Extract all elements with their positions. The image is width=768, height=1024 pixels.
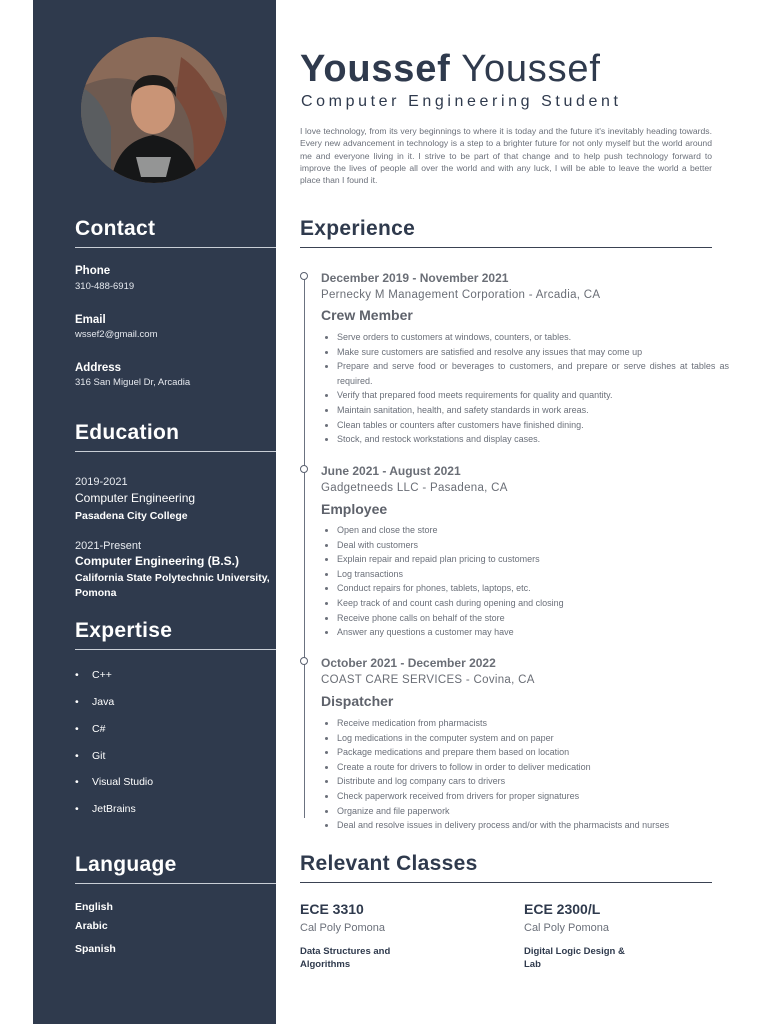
list-item: • Open and close the store (337, 523, 729, 538)
job-role: Crew Member (321, 307, 413, 323)
education-heading: Education (75, 421, 276, 452)
list-item: • Deal and resolve issues in delivery process and/or with the pharmacists and nurses (337, 818, 729, 833)
education-school: California State Polytechnic University, Pomona (75, 572, 270, 599)
list-item: • Maintain sanitation, health, and safety standards in work areas. (337, 403, 729, 418)
timeline-node (300, 657, 308, 665)
timeline-line (304, 278, 305, 818)
list-item: • Stock, and restock workstations and display cases. (337, 432, 729, 447)
list-item: • Organize and file paperwork (337, 804, 729, 819)
list-item: • Explain repair and repaid plan pricing to customers (337, 552, 729, 567)
skill-item: • Git (75, 750, 106, 762)
class-name: Digital Logic Design & Lab (524, 946, 625, 970)
address-value: 316 San Miguel Dr, Arcadia (75, 377, 191, 388)
list-item: • Clean tables or counters after customers have finished dining. (337, 418, 729, 433)
list-item: • Receive medication from pharmacists (337, 716, 729, 731)
summary-text: I love technology, from its very beginnings to where it is today and the future it's inevitably heading towards. Every new advancement in technology is a step to a brighter future for not only myself but the world around me and everyone living in it. I strive to be part of that change and to help push technology forward to improve the lives of people all over the world and with any luck, I will be able to leave the world a better place than I found it. (300, 126, 712, 186)
list-item: • Check paperwork received from drivers for proper signatures (337, 789, 729, 804)
education-degree: Computer Engineering (B.S.) (75, 554, 240, 568)
job-company: Gadgetneeds LLC - Pasadena, CA (321, 482, 508, 494)
timeline-node (300, 272, 308, 280)
list-item: • Package medications and prepare them based on location (337, 745, 729, 760)
language-heading: Language (75, 853, 276, 884)
education-years: 2019-2021 (75, 476, 128, 488)
job-dates: October 2021 - December 2022 (321, 656, 496, 670)
class-school: Cal Poly Pomona (524, 922, 609, 934)
list-item: • Distribute and log company cars to drivers (337, 774, 729, 789)
job-duties (321, 523, 729, 640)
job-duties (321, 716, 729, 833)
job-duties (321, 330, 729, 447)
job-company: COAST CARE SERVICES - Covina, CA (321, 674, 535, 686)
experience-heading: Experience (300, 217, 712, 248)
list-item: • Create a route for drivers to follow in order to deliver medication (337, 760, 729, 775)
list-item: • Conduct repairs for phones, tablets, laptops, etc. (337, 581, 729, 596)
language-item: English (75, 901, 113, 913)
phone-value: 310-488-6919 (75, 281, 135, 292)
job-role: Dispatcher (321, 693, 394, 709)
class-school: Cal Poly Pomona (300, 922, 385, 934)
contact-heading: Contact (75, 217, 276, 248)
job-role: Employee (321, 501, 388, 517)
list-item: • Make sure customers are satisfied and resolve any issues that may come up (337, 345, 729, 360)
list-item: • Serve orders to customers at windows, counters, or tables. (337, 330, 729, 345)
list-item: • Keep track of and count cash during opening and closing (337, 596, 729, 611)
list-item: • Answer any questions a customer may have (337, 625, 729, 640)
expertise-heading: Expertise (75, 619, 276, 650)
list-item: • Prepare and serve food or beverages to customers, and prepare or serve dishes at tables as required. (337, 359, 729, 388)
list-item: • Log transactions (337, 567, 729, 582)
language-item: Spanish (75, 943, 116, 955)
address-label: Address (75, 362, 122, 374)
job-title: Computer Engineering Student (301, 93, 622, 110)
list-item: • Log medications in the computer system and on paper (337, 731, 729, 746)
skill-item: • C# (75, 723, 106, 735)
job-dates: June 2021 - August 2021 (321, 464, 461, 478)
job-dates: December 2019 - November 2021 (321, 271, 509, 285)
timeline-node (300, 465, 308, 473)
email-value: wssef2@gmail.com (75, 329, 158, 340)
class-code: ECE 2300/L (524, 901, 601, 917)
full-name: Youssef Youssef (300, 48, 601, 90)
skill-item: • C++ (75, 669, 112, 681)
email-label: Email (75, 314, 106, 326)
list-item: • Deal with customers (337, 538, 729, 553)
skill-item: • Visual Studio (75, 776, 154, 788)
education-years: 2021-Present (75, 540, 142, 552)
sidebar (33, 0, 276, 1024)
phone-label: Phone (75, 265, 111, 277)
classes-heading: Relevant Classes (300, 852, 712, 883)
language-item: Arabic (75, 920, 108, 932)
list-item: • Verify that prepared food meets requirements for quality and quantity. (337, 388, 729, 403)
class-name: Data Structures and Algorithms (300, 946, 391, 970)
education-degree: Computer Engineering (75, 491, 196, 505)
education-school: Pasadena City College (75, 510, 188, 522)
list-item: • Receive phone calls on behalf of the store (337, 611, 729, 626)
job-company: Pernecky M Management Corporation - Arcadia, CA (321, 289, 601, 301)
class-code: ECE 3310 (300, 901, 364, 917)
skill-item: • Java (75, 696, 115, 708)
skill-item: • JetBrains (75, 803, 136, 815)
profile-photo (81, 37, 227, 183)
